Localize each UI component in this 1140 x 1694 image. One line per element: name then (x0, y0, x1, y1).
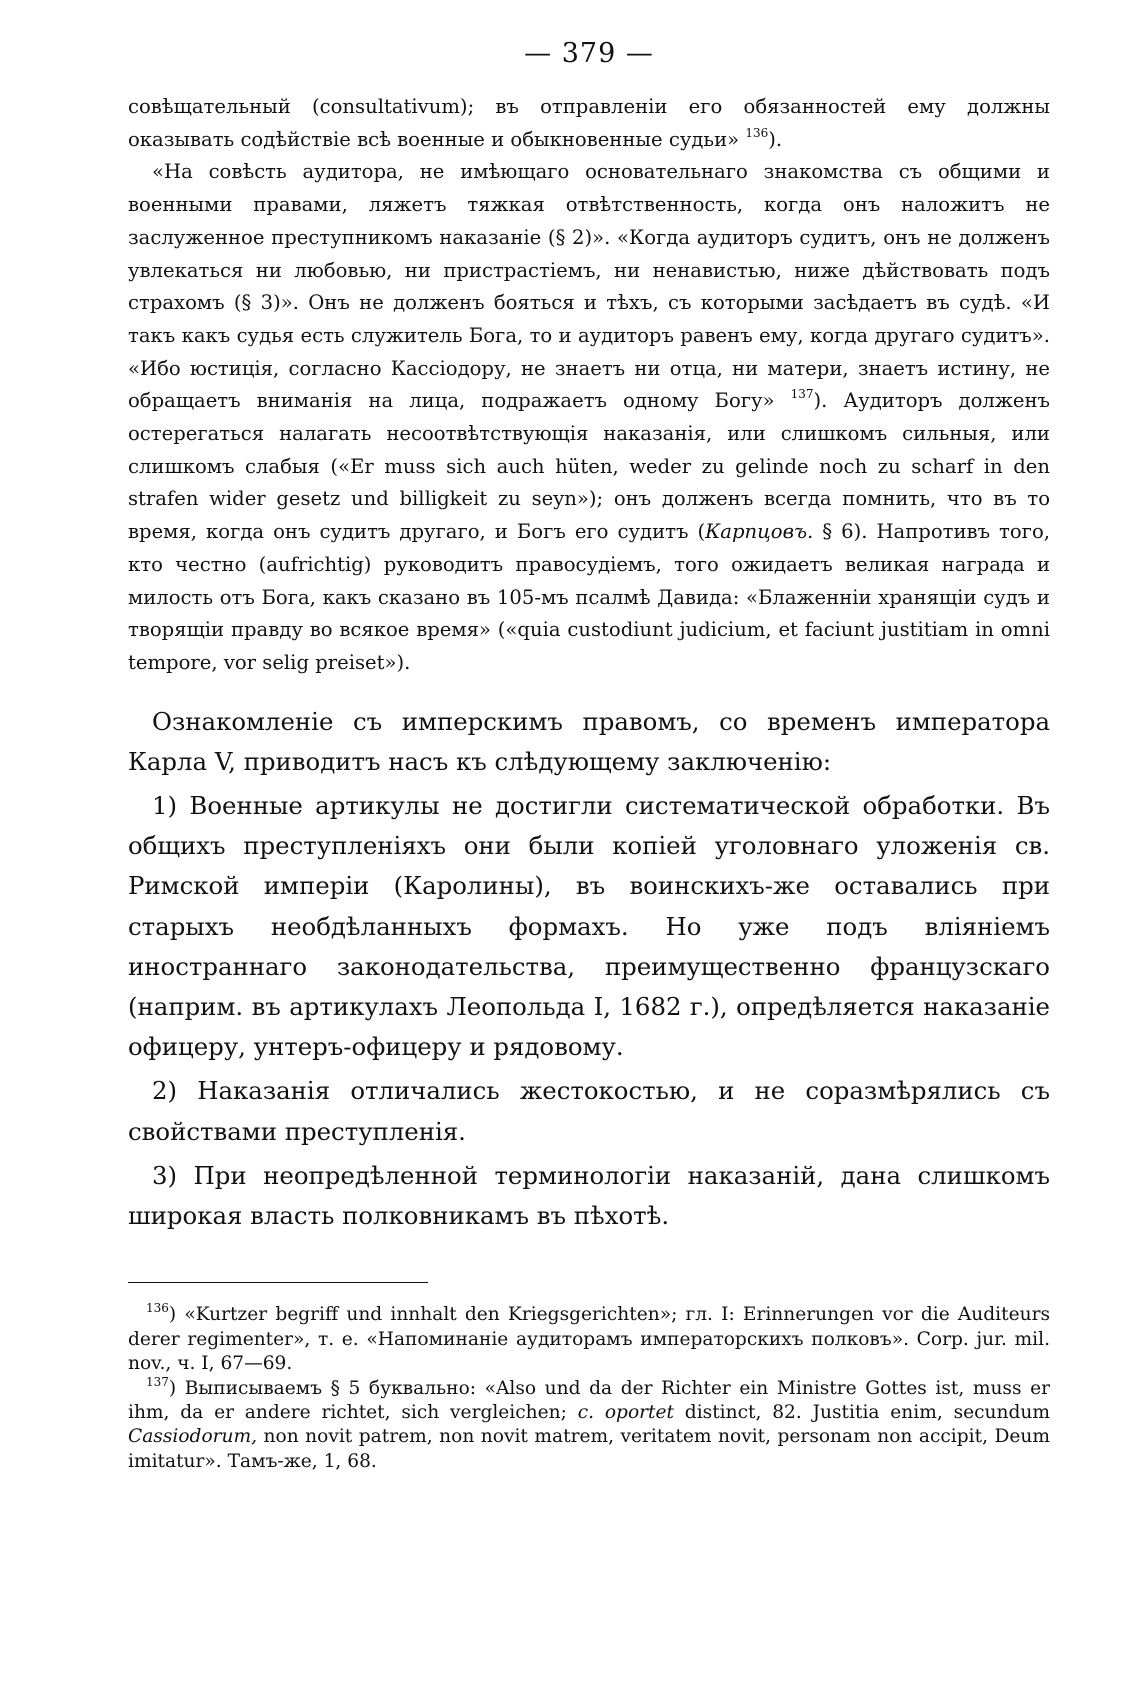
footnote-divider (128, 1282, 428, 1283)
footnotes (128, 1303, 1050, 1474)
conclusion-item-1: 1) Военные артикулы не достигли систематической обработки. Въ общихъ преступленіяхъ они были копіей уголовнаго уложенія св. Римской имперіи (Каролины), въ воинскихъ-же оставались при старыхъ необдѣланныхъ формахъ. Но уже подъ вліяніемъ иностраннаго законодательства, преимущественно французскаго (наприм. въ артикулахъ Леопольда I, 1682 г.), опредѣляется наказаніе офицеру, унтеръ-офицеру и рядовому. (128, 791, 1050, 1062)
text-run: ) «Kurtzer begriff und innhalt den Kriegsgerichten»; гл. I: Erinnerungen vor die Auditeurs derer regimenter», т. е. «Напоминаніе аудиторамъ императорскихъ полковъ». Corp. jur. mil. nov., ч. I, 67—69. (128, 1304, 1050, 1375)
footnote-ref-137[interactable]: 137 (790, 387, 814, 402)
text-run: non novit patrem, non novit matrem, veritatem novit, personam non accipit, Deum imitatur». Тамъ-же, 1, 68. (128, 1426, 1050, 1472)
text-run: ). (768, 127, 783, 151)
text-run: ) Выписываемъ § 5 буквально: «Also und da der Richter ein Ministre Gottes ist, muss er ihm, da er andere richtet, sich vergleichen; (128, 1377, 1050, 1423)
text-run: distinct, 82. Justitia enim, secundum (673, 1401, 1050, 1423)
paragraph-continuation (128, 91, 1050, 156)
footnote-136 (128, 1303, 1050, 1376)
text-run: «На совѣсть аудитора, не имѣющаго основательнаго знакомства съ общими и военными правами, ляжетъ тяжкая отвѣтственность, когда онъ наложитъ не заслуженное преступникомъ наказаніе (§ 2)». «Когда аудиторъ судитъ, онъ не долженъ увлекаться ни любовью, ни пристрастіемъ, ни ненавистью, ниже дѣйствовать подъ страхомъ (§ 3)». Онъ не долженъ бояться и тѣхъ, съ которыми засѣдаетъ въ судѣ. «И такъ какъ судья есть служитель Бога, то и аудиторъ равенъ ему, когда другаго судитъ». «Ибо юстиція, согласно Кассіодору, не знаетъ ни отца, ни матери, знаетъ истину, не обращаетъ вниманія на лица, подражаетъ одному Богу» (128, 160, 1050, 413)
italic-citation: c. oportet (577, 1401, 674, 1423)
footnote-number: 137 (146, 1374, 169, 1389)
text-run: ). Аудиторъ долженъ остерегаться налагать несоотвѣтствующія наказанія, или слишкомъ сильныя, или слишкомъ слабыя («Er muss sich auch hüten, weder zu gelinde noch zu scharf in den strafen wider gesetz und billigkeit zu seyn»); онъ долженъ всегда помнить, что въ то время, когда онъ судитъ другаго, и Богъ его судитъ ( (128, 389, 1050, 544)
page-number: — 379 — (524, 38, 654, 69)
conclusion-section (128, 702, 1050, 1237)
main-text-small (128, 91, 1050, 680)
conclusion-item-2: 2) Наказанія отличались жестокостью, и не соразмѣрялись съ свойствами преступленія. (128, 1076, 1050, 1146)
paragraph-auditor-duties (128, 156, 1050, 679)
text-run: совѣщательный (consultativum); въ отправленіи его обязанностей ему должны оказывать содѣйствіе всѣ военные и обыкновенные судьи» (128, 95, 1050, 151)
italic-citation: Карпцовъ. (705, 520, 814, 544)
footnote-ref-136[interactable]: 136 (745, 125, 769, 140)
footnote-number: 136 (146, 1301, 169, 1316)
conclusion-item-3: 3) При неопредѣленной терминологіи наказаній, дана слишкомъ широкая власть полковникамъ въ пѣхотѣ. (128, 1160, 1050, 1231)
text-run: § 6). Напротивъ того, кто честно (aufrichtig) руководитъ правосудіемъ, того ожидаетъ великая награда и милость отъ Бога, какъ сказано въ 105-мъ псалмѣ Давида: «Блаженніи хранящіи судъ и творящіи правду во всякое время» («quia custodiunt judicium, et faciunt justitiam in omni tempore, vor selig preiset»). (128, 520, 1050, 674)
italic-citation: Cassiodorum, (128, 1426, 258, 1448)
conclusion-intro: Ознакомленіе съ имперскимъ правомъ, со временъ императора Карла V, приводитъ насъ къ слѣдующему заключенію: (128, 706, 1050, 776)
footnote-137 (128, 1374, 1050, 1475)
